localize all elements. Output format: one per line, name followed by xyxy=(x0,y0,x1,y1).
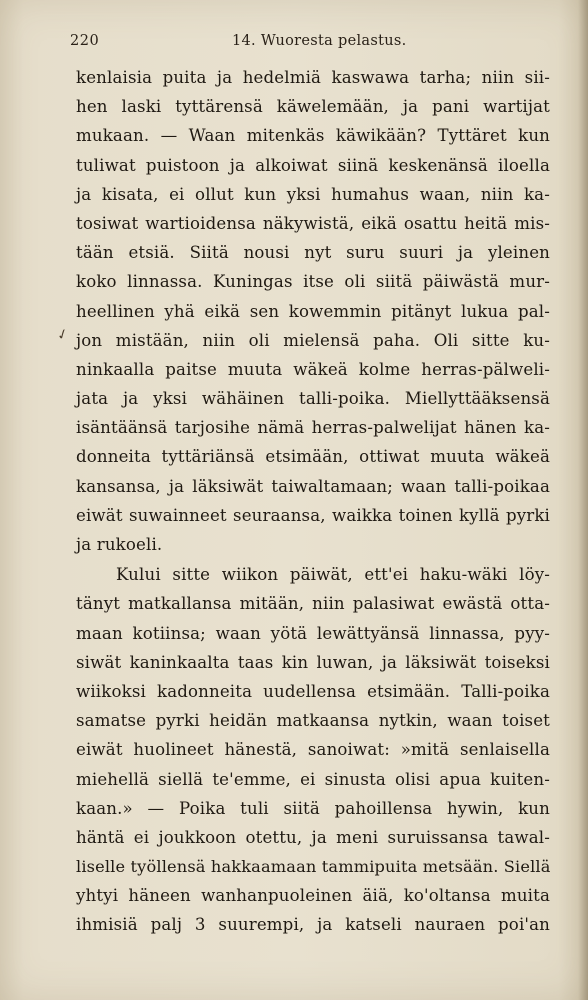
text-line: yhtyi häneen wanhanpuoleinen äiä, ko'oltansa muita xyxy=(76,886,550,906)
text-line: tosiwat wartioidensa näkywistä, eikä osattu heitä mis- xyxy=(76,213,550,233)
text-line: tänyt matkallansa mitään, niin palasiwat ewästä otta- xyxy=(76,594,550,614)
text-line: eiwät huolineet hänestä, sanoiwat: »mitä senlaisella xyxy=(76,740,550,760)
text-line: heellinen yhä eikä sen kowemmin pitänyt lukua pal- xyxy=(76,301,550,321)
text-line: ninkaalla paitse muuta wäkeä kolme herras-pälweli- xyxy=(76,359,550,379)
body-text xyxy=(76,63,550,940)
text-line: jon mistään, niin oli mielensä paha. Oli sitte ku- xyxy=(76,330,550,350)
text-line: isäntäänsä tarjosihe nämä herras-palwelijat hänen ka- xyxy=(76,418,550,438)
text-line: kaan.» — Poika tuli siitä pahoillensa hywin, kun xyxy=(76,798,550,818)
text-line: samatse pyrki heidän matkaansa nytkin, waan toiset xyxy=(76,711,550,731)
text-line: wiikoksi kadonneita uudellensa etsimään. Talli-poika xyxy=(76,681,550,701)
text-line: miehellä siellä te'emme, ei sinusta olisi apua kuiten- xyxy=(76,769,550,789)
text-line: koko linnassa. Kuningas itse oli siitä päiwästä mur- xyxy=(76,272,550,292)
text-line: Kului sitte wiikon päiwät, ett'ei haku-wäki löy- xyxy=(116,565,550,585)
text-line: jata ja yksi wähäinen talli-poika. Miellyttääksensä xyxy=(76,389,550,409)
text-line: mukaan. — Waan mitenkäs käwikään? Tyttäret kun xyxy=(76,126,550,146)
text-line: häntä ei joukkoon otettu, ja meni suruissansa tawal- xyxy=(76,827,550,847)
text-line: ja rukoeli. xyxy=(76,535,163,554)
page-number: 220 xyxy=(70,33,100,49)
running-head: 14. Wuoresta pelastus. xyxy=(232,33,407,49)
page-header xyxy=(70,33,550,57)
text-line: donneita tyttäriänsä etsimään, ottiwat muuta wäkeä xyxy=(76,447,550,467)
text-line: maan kotiinsa; waan yötä lewättyänsä linnassa, pyy- xyxy=(76,623,550,643)
text-line: eiwät suwainneet seuraansa, waikka toinen kyllä pyrki xyxy=(76,505,550,525)
text-line: liselle työllensä hakkaamaan tammipuita metsään. Siellä xyxy=(76,857,551,877)
spine-shadow xyxy=(578,0,588,1000)
text-line: ihmisiä palj 3 suurempi, ja katseli nauraen poi'an xyxy=(76,915,550,935)
text-line: tään etsiä. Siitä nousi nyt suru suuri ja yleinen xyxy=(76,243,550,263)
text-line: hen laski tyttärensä käwelemään, ja pani wartijat xyxy=(76,97,550,117)
text-line: ja kisata, ei ollut kun yksi humahus waan, niin ka- xyxy=(76,184,550,204)
text-line: kenlaisia puita ja hedelmiä kaswawa tarha; niin sii- xyxy=(76,68,550,87)
text-line: kansansa, ja läksiwät taiwaltamaan; waan talli-poikaa xyxy=(76,476,550,496)
text-line: siwät kaninkaalta taas kin luwan, ja läksiwät toiseksi xyxy=(76,652,550,672)
text-line: tuliwat puistoon ja alkoiwat siinä keskenänsä iloella xyxy=(76,155,550,175)
margin-pencil-mark: ✓ xyxy=(54,325,72,345)
